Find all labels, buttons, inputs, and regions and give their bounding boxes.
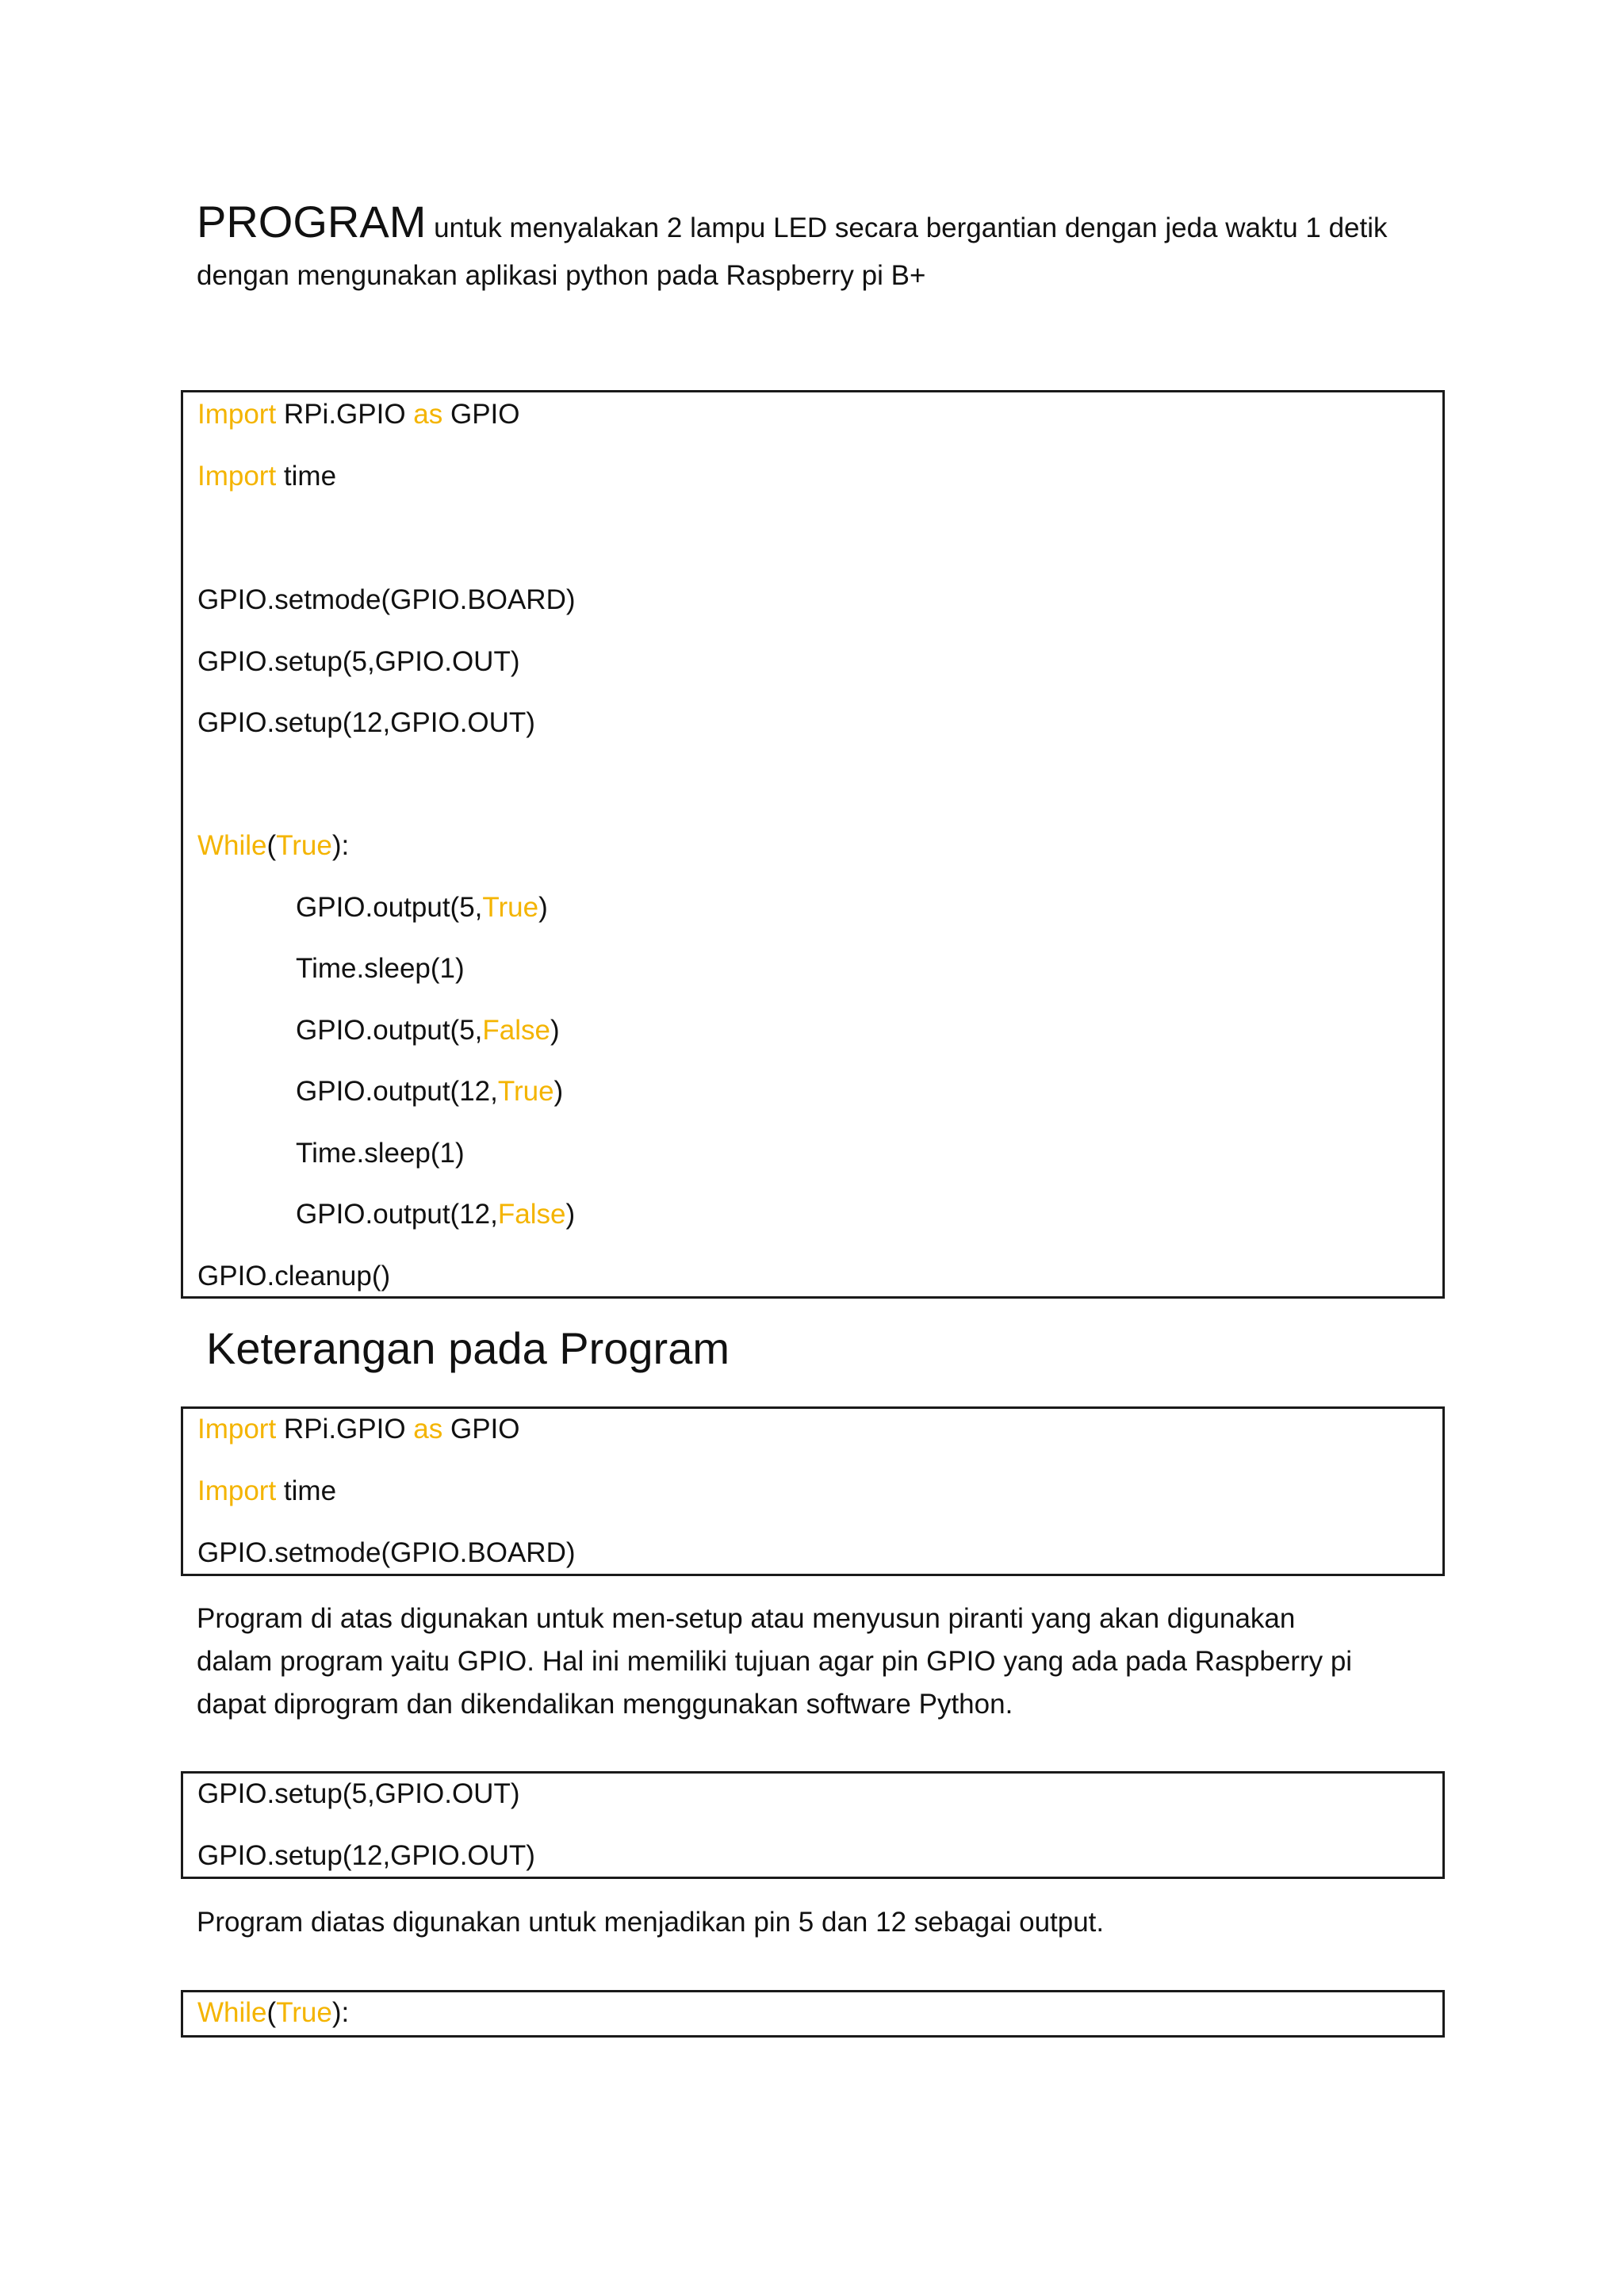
code-text: ( xyxy=(266,1997,277,2028)
code-text: ) xyxy=(565,1199,576,1230)
section-heading: Keterangan pada Program xyxy=(206,1323,730,1373)
code-text: GPIO xyxy=(442,399,520,430)
code-line xyxy=(197,830,349,862)
code-line: GPIO.setup(12,GPIO.OUT) xyxy=(197,1840,535,1871)
code-line: GPIO.setmode(GPIO.BOARD) xyxy=(197,584,576,615)
paragraph-line: dalam program yaitu GPIO. Hal ini memiliki tujuan agar pin GPIO yang ada pada Raspberry pi xyxy=(197,1646,1353,1677)
code-line xyxy=(197,1414,520,1445)
code-text: time xyxy=(276,461,337,492)
code-text: ) xyxy=(553,1076,564,1107)
code-line xyxy=(197,1997,349,2029)
code-line: GPIO.setmode(GPIO.BOARD) xyxy=(197,1537,576,1568)
code-line xyxy=(296,1199,575,1230)
code-line: GPIO.setup(5,GPIO.OUT) xyxy=(197,1778,520,1809)
explanation-code-block-1 xyxy=(181,1406,1445,1576)
keyword: True xyxy=(276,1997,332,2028)
code-line xyxy=(197,461,336,492)
code-text: RPi.GPIO xyxy=(276,1414,414,1445)
keyword: as xyxy=(413,1414,443,1445)
code-line xyxy=(197,1475,336,1507)
code-line: GPIO.setup(5,GPIO.OUT) xyxy=(197,646,520,677)
code-text: GPIO xyxy=(442,1414,520,1445)
code-line xyxy=(296,892,548,924)
paragraph-line: Program di atas digunakan untuk men-setup atau menyusun piranti yang akan digunakan xyxy=(197,1603,1296,1634)
title-rest: untuk menyalakan 2 lampu LED secara bergantian dengan jeda waktu 1 detik xyxy=(426,212,1388,243)
keyword: True xyxy=(497,1076,554,1107)
keyword: Import xyxy=(197,1475,277,1506)
code-line xyxy=(197,399,520,430)
code-line xyxy=(296,1076,563,1108)
code-text: ): xyxy=(331,1997,350,2028)
keyword: While xyxy=(197,1997,267,2028)
keyword: Import xyxy=(197,1414,277,1445)
title-line-1 xyxy=(197,198,1450,252)
code-text: RPi.GPIO xyxy=(276,399,414,430)
code-line xyxy=(296,1015,560,1047)
keyword: Import xyxy=(197,461,277,492)
code-text: GPIO.output(12, xyxy=(296,1076,498,1107)
paragraph-line: dapat diprogram dan dikendalikan menggunakan software Python. xyxy=(197,1689,1013,1720)
code-line: Time.sleep(1) xyxy=(296,953,465,984)
keyword: False xyxy=(482,1015,550,1046)
code-text: ) xyxy=(550,1015,560,1046)
keyword: Import xyxy=(197,399,277,430)
keyword: True xyxy=(482,892,539,923)
code-text: GPIO.output(5, xyxy=(296,892,483,923)
explanation-paragraph-1 xyxy=(197,1598,1450,1726)
explanation-code-block-2 xyxy=(181,1771,1445,1879)
code-text: ) xyxy=(538,892,548,923)
keyword: False xyxy=(497,1199,566,1230)
keyword: True xyxy=(276,830,332,861)
title-program-word: PROGRAM xyxy=(197,197,427,247)
code-text: GPIO.output(12, xyxy=(296,1199,498,1230)
keyword: While xyxy=(197,830,267,861)
keyword: as xyxy=(413,399,443,430)
code-text: ( xyxy=(266,830,277,861)
main-code-block xyxy=(181,390,1445,1299)
title-line-2: dengan mengunakan aplikasi python pada Raspberry pi B+ xyxy=(197,260,926,291)
explanation-code-block-3 xyxy=(181,1990,1445,2038)
code-text: time xyxy=(276,1475,337,1506)
explanation-paragraph-2: Program diatas digunakan untuk menjadikan pin 5 dan 12 sebagai output. xyxy=(197,1907,1105,1938)
code-line: GPIO.setup(12,GPIO.OUT) xyxy=(197,707,535,738)
code-text: GPIO.output(5, xyxy=(296,1015,483,1046)
code-text: ): xyxy=(331,830,350,861)
code-line: Time.sleep(1) xyxy=(296,1138,465,1169)
code-line: GPIO.cleanup() xyxy=(197,1261,391,1292)
intro-title xyxy=(197,198,1450,300)
